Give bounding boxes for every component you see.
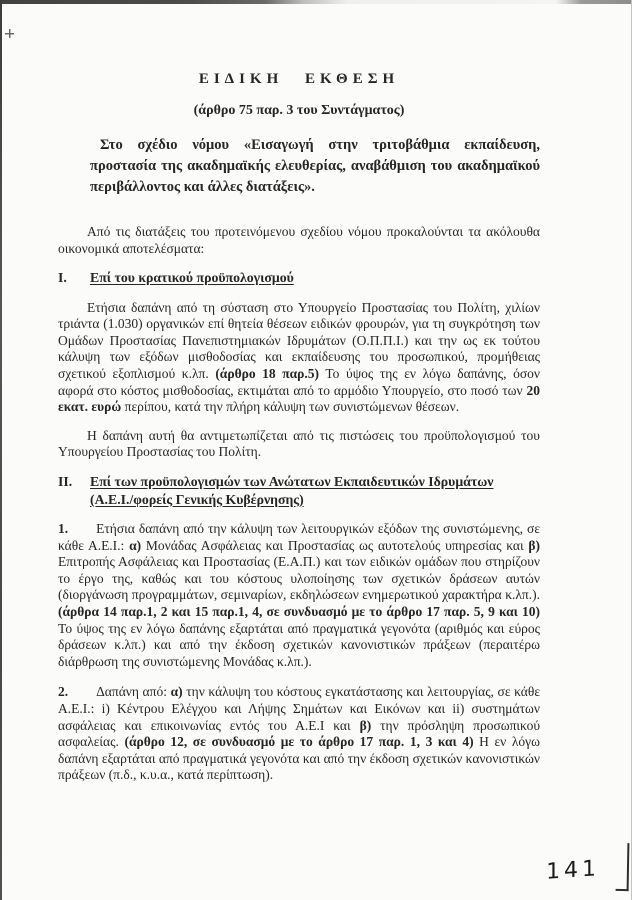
handwritten-page-number: 141	[546, 856, 600, 885]
document-content	[58, 70, 540, 798]
section-1-numeral: I.	[58, 270, 67, 286]
document-title: ΕΙΔΙΚΗ ΕΚΘΕΣΗ	[198, 71, 400, 87]
section-2-numeral: II.	[58, 474, 73, 490]
registration-plus-mark	[5, 29, 14, 38]
section-1-heading	[58, 269, 540, 287]
intro-paragraph: Από τις διατάξεις του προτεινόμενου σχεδίου νόμου προκαλούνται τα ακόλουθα οικονομικά αποτελέσματα:	[58, 224, 540, 256]
section-2-heading	[58, 473, 540, 508]
corner-bracket-mark	[616, 843, 630, 891]
section-2-item-2	[58, 684, 540, 784]
item-2-number: 2.	[58, 684, 69, 700]
section-1-paragraph-1: Ετήσια δαπάνη από τη σύσταση στο Υπουργείο Προστασίας του Πολίτη, χιλίων τριάντα (1.030) οργανικών επί θητεία θέσεων ειδικών φρουρών, για τη συγκρότηση των Ομάδων Προστασίας Πανεπιστημιακών Ιδρυμάτων (Ο.Π.Π.Ι.) και την ως εκ τούτου κάλυψη των εξόδων μισθοδοσίας και εκπαίδευσης του προσωπικού, προμήθειας σχετικού εξοπλισμού κ.λπ. (άρθρο 18 παρ.5) Το ύψος της εν λόγω δαπάνης, όσον αφορά στο κόστος μισθοδοσίας, εκτιμάται από το αρμόδιο Υπουργείο, στο ποσό των 20 εκατ. ευρώ περίπου, κατά την πλήρη κάλυψη των συνιστώμενων θέσεων.	[58, 299, 540, 415]
section-2-item-1	[58, 521, 540, 670]
document-subtitle: (άρθρο 75 παρ. 3 του Συντάγματος)	[193, 103, 405, 118]
section-1-paragraph-2: Η δαπάνη αυτή θα αντιμετωπίζεται από τις πιστώσεις του προϋπολογισμού του Υπουργείου Προστασίας του Πολίτη.	[58, 427, 540, 460]
scan-edge-top-artifact	[0, 0, 632, 4]
scan-edge-left-artifact	[0, 0, 2, 900]
law-title-paragraph: Στο σχέδιο νόμου «Εισαγωγή στην τριτοβάθμια εκπαίδευση, προστασία της ακαδημαϊκής ελευθερίας, αναβάθμιση του ακαδημαϊκού περιβάλλοντος και άλλες διατάξεις».	[90, 137, 540, 195]
item-1-text: Ετήσια δαπάνη από την κάλυψη των λειτουργικών εξόδων της συνιστώμενης, σε κάθε Α.Ε.Ι.: α) Μονάδας Ασφάλειας και Προστασίας ως αυτοτελούς υπηρεσίας και β) Επιτροπής Ασφάλειας και Προστασίας (Ε.Α.Π.) και των ειδικών ομάδων που στηρίζουν το έργο της, καθώς και του κόστους υλοποίησης των σχετικών δράσεων αυτών (διοργάνωση προγραμμάτων, σεμιναρίων, εκδηλώσεων ενημερωτικού χαρακτήρα κ.λπ.). (άρθρα 14 παρ.1, 2 και 15 παρ.1, 4, σε συνδυασμό με το άρθρο 17 παρ. 5, 9 και 10) Το ύψος της εν λόγω δαπάνης εξαρτάται από πραγματικά γεγονότα (αριθμός και εύρος δράσεων κ.λπ.) και από την έκδοση σχετικών κανονιστικών πράξεων (περαιτέρω διάρθρωση της συνιστώμενης Μονάδας κ.λπ.).	[58, 521, 541, 669]
section-2-title: Επί των προϋπολογισμών των Ανώτατων Εκπαιδευτικών Ιδρυμάτων (Α.Ε.Ι./φορείς Γενικής Κυβέρνησης)	[90, 474, 494, 507]
item-2-text: Δαπάνη από: α) την κάλυψη του κόστους εγκατάστασης και λειτουργίας, σε κάθε Α.Ε.Ι.: i) Κέντρου Ελέγχου και Λήψης Σημάτων και Εικόνων και ii) συστημάτων ασφάλειας και επικοινωνίας εντός του Α.Ε.Ι και β) την πρόσληψη προσωπικού ασφαλείας. (άρθρο 12, σε συνδυασμό με το άρθρο 17 παρ. 1, 3 και 4) Η εν λόγω δαπάνη εξαρτάται από πραγματικά γεγονότα και από την έκδοση σχετικών κανονιστικών πράξεων (π.δ., κ.υ.α., κατά περίπτωση).	[58, 684, 541, 783]
item-1-number: 1.	[58, 521, 69, 537]
section-1-title: Επί του κρατικού προϋπολογισμού	[90, 270, 294, 286]
